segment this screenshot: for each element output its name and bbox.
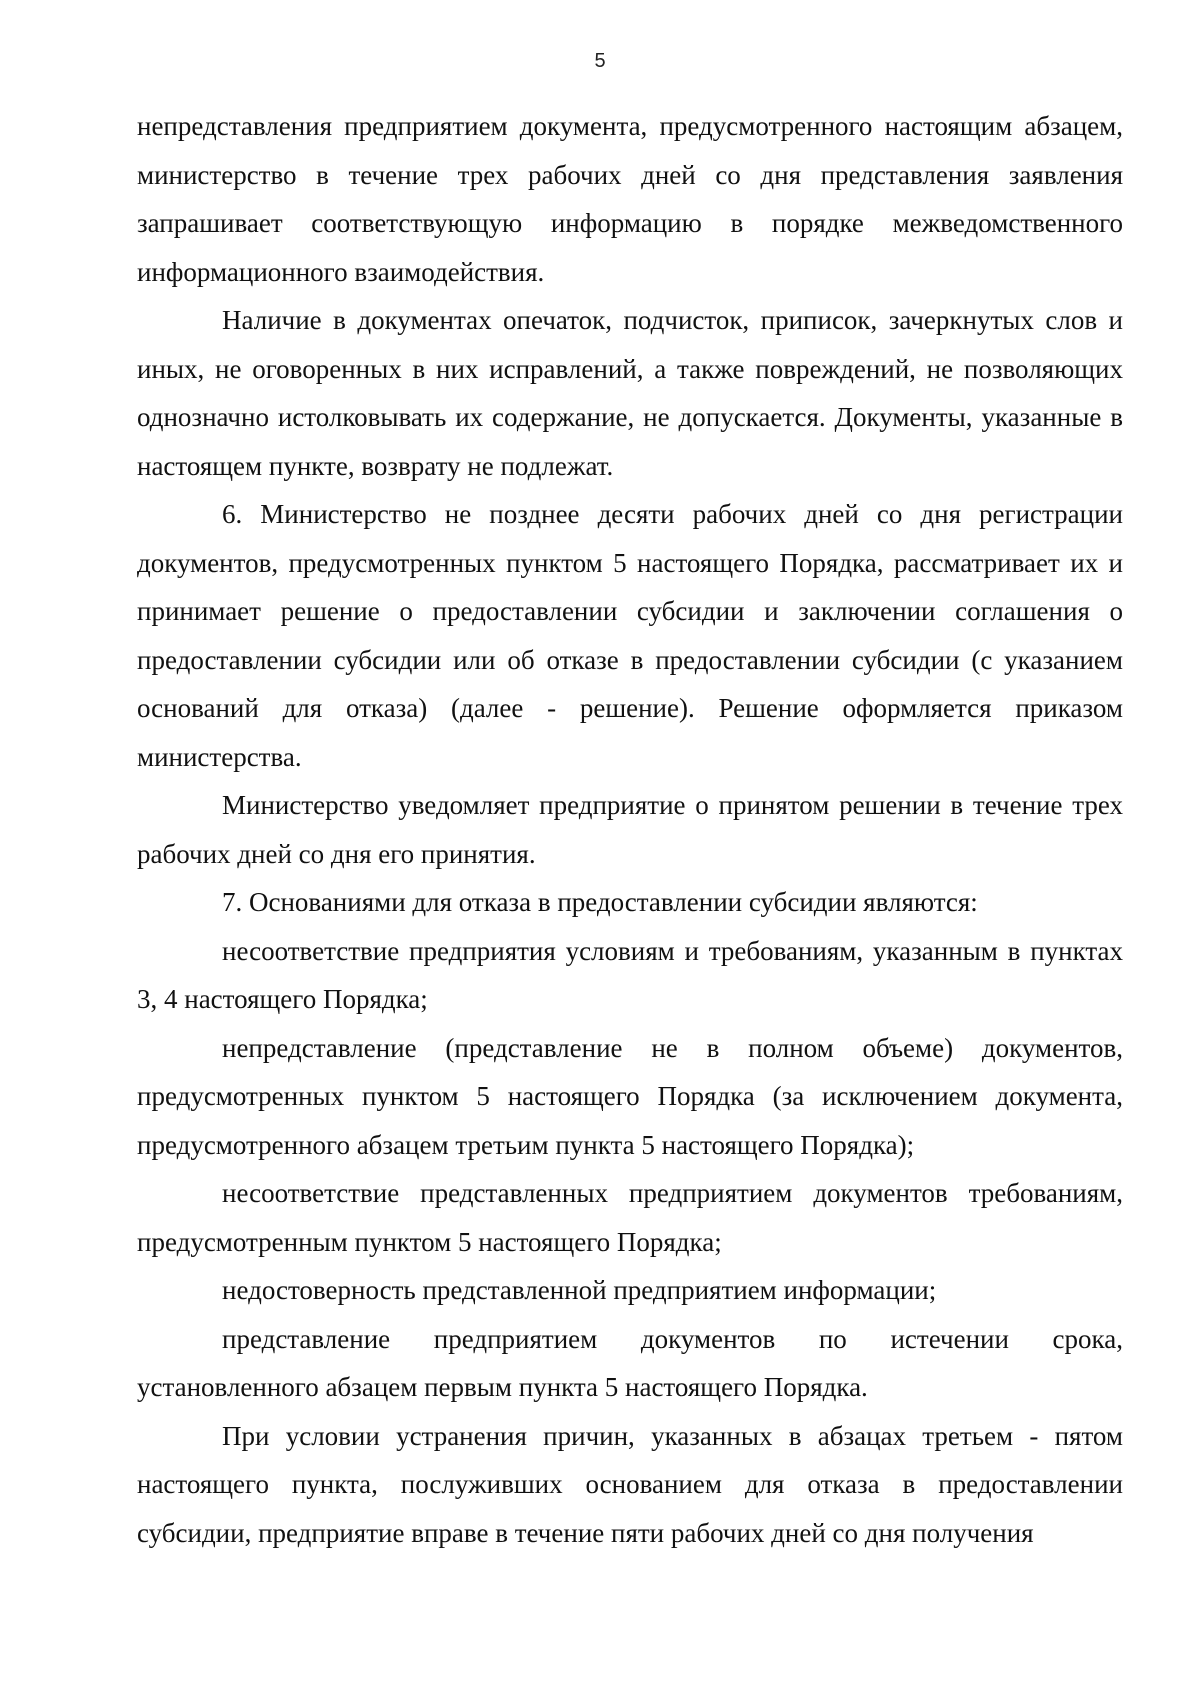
- list-item-late-submission: представление предприятием документов по истечении срока, установленного абзацем первым пункта 5 настоящего Порядка.: [137, 1323, 1123, 1402]
- document-body: [137, 102, 1123, 1557]
- paragraph-item-7: 7. Основаниями для отказа в предоставлении субсидии являются:: [222, 887, 978, 917]
- page-number: 5: [594, 50, 606, 72]
- paragraph-notification: Министерство уведомляет предприятие о принятом решении в течение трех рабочих дней со дня его принятия.: [137, 790, 1123, 869]
- paragraph-continuation: непредставления предприятием документа, предусмотренного настоящим абзацем, министерство в течение трех рабочих дней со дня представления заявления запрашивает соответствующую информацию в порядке межведомственного информационного взаимодействия.: [137, 111, 1123, 287]
- list-item-unreliable-info: недостоверность представленной предприятием информации;: [222, 1275, 937, 1305]
- paragraph-resubmission: При условии устранения причин, указанных в абзацах третьем - пятом настоящего пункта, послуживших основанием для отказа в предоставлении субсидии, предприятие вправе в течение пяти рабочих дней со дня получения: [137, 1420, 1123, 1548]
- list-item-missing-documents: непредставление (представление не в полном объеме) документов, предусмотренных пунктом 5 настоящего Порядка (за исключением документа, предусмотренного абзацем третьим пункта 5 настоящего Порядка);: [137, 1032, 1123, 1160]
- paragraph-typos-clause: Наличие в документах опечаток, подчисток, приписок, зачеркнутых слов и иных, не оговоренных в них исправлений, а также повреждений, не позволяющих однозначно истолковывать их содержание, не допускается. Документы, указанные в настоящем пункте, возврату не подлежат.: [137, 305, 1123, 481]
- list-item-noncompliance: несоответствие предприятия условиям и требованиям, указанным в пунктах 3, 4 настоящего Порядка;: [137, 935, 1123, 1014]
- list-item-document-mismatch: несоответствие представленных предприятием документов требованиям, предусмотренным пунктом 5 настоящего Порядка;: [137, 1178, 1123, 1257]
- paragraph-item-6: 6. Министерство не позднее десяти рабочих дней со дня регистрации документов, предусмотренных пунктом 5 настоящего Порядка, рассматривает их и принимает решение о предоставлении субсидии и заключении соглашения о предоставлении субсидии или об отказе в предоставлении субсидии (с указанием оснований для отказа) (далее - решение). Решение оформляется приказом министерства.: [137, 499, 1123, 772]
